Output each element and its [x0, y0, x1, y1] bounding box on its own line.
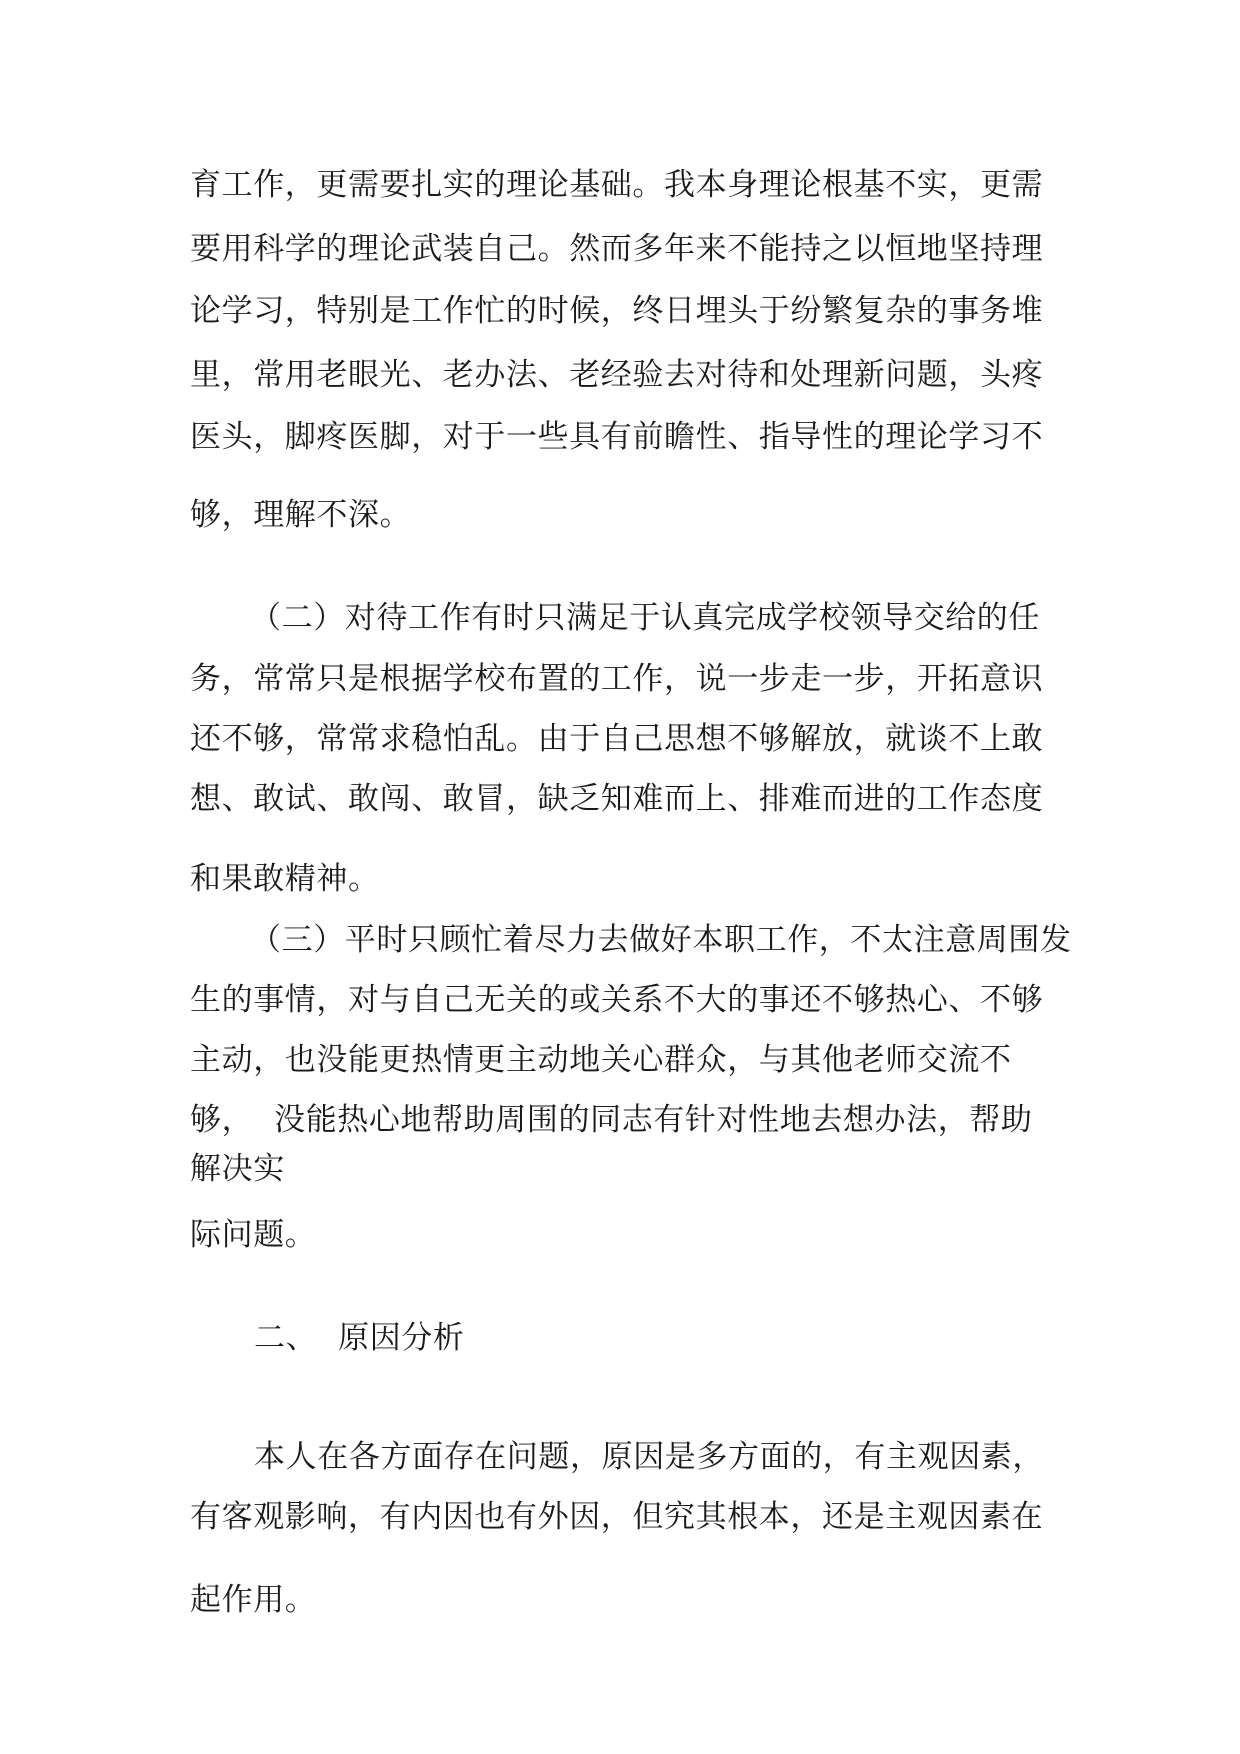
paragraph-line: 里，常用老眼光、老办法、老经验去对待和处理新问题，头疼: [190, 357, 1044, 393]
paragraph-line: 主动，也没能更热情更主动地关心群众，与其他老师交流不: [190, 1042, 1012, 1078]
paragraph-line: 有客观影响，有内因也有外因，但究其根本，还是主观因素在: [190, 1499, 1044, 1535]
paragraph-line: 医头，脚疼医脚，对于一些具有前瞻性、指导性的理论学习不: [190, 419, 1044, 455]
paragraph-line: 够，理解不深。: [190, 497, 412, 533]
paragraph-line: 生的事情，对与自己无关的或关系不大的事还不够热心、不够: [190, 982, 1044, 1018]
paragraph-line: 务，常常只是根据学校布置的工作，说一步走一步，开拓意识: [190, 661, 1044, 697]
paragraph-line: 育工作，更需要扎实的理论基础。我本身理论根基不实，更需: [190, 167, 1044, 203]
paragraph-line: 际问题。: [190, 1217, 317, 1253]
section-heading: 二、 原因分析: [254, 1320, 465, 1356]
paragraph-line: 还不够，常常求稳怕乱。由于自己思想不够解放，就谈不上敢: [190, 721, 1044, 757]
paragraph-line: 想、敢试、敢闯、敢冒，缺乏知难而上、排难而进的工作态度: [190, 781, 1044, 817]
paragraph-line: （三）平时只顾忙着尽力去做好本职工作，不太注意周围发: [250, 922, 1072, 958]
paragraph-line: 和果敢精神。: [190, 861, 380, 897]
paragraph-line: 论学习，特别是工作忙的时候，终日埋头于纷繁复杂的事务堆: [190, 293, 1044, 329]
paragraph-line: 够， 没能热心地帮助周围的同志有针对性地去想办法，帮助: [190, 1102, 1033, 1138]
paragraph-line: 本人在各方面存在问题，原因是多方面的，有主观因素，: [254, 1439, 1044, 1475]
paragraph-line: 解决实: [190, 1151, 285, 1187]
paragraph-line: （二）对待工作有时只满足于认真完成学校领导交给的任: [250, 600, 1040, 636]
paragraph-line: 起作用。: [190, 1582, 317, 1618]
paragraph-line: 要用科学的理论武装自己。然而多年来不能持之以恒地坚持理: [190, 231, 1044, 267]
